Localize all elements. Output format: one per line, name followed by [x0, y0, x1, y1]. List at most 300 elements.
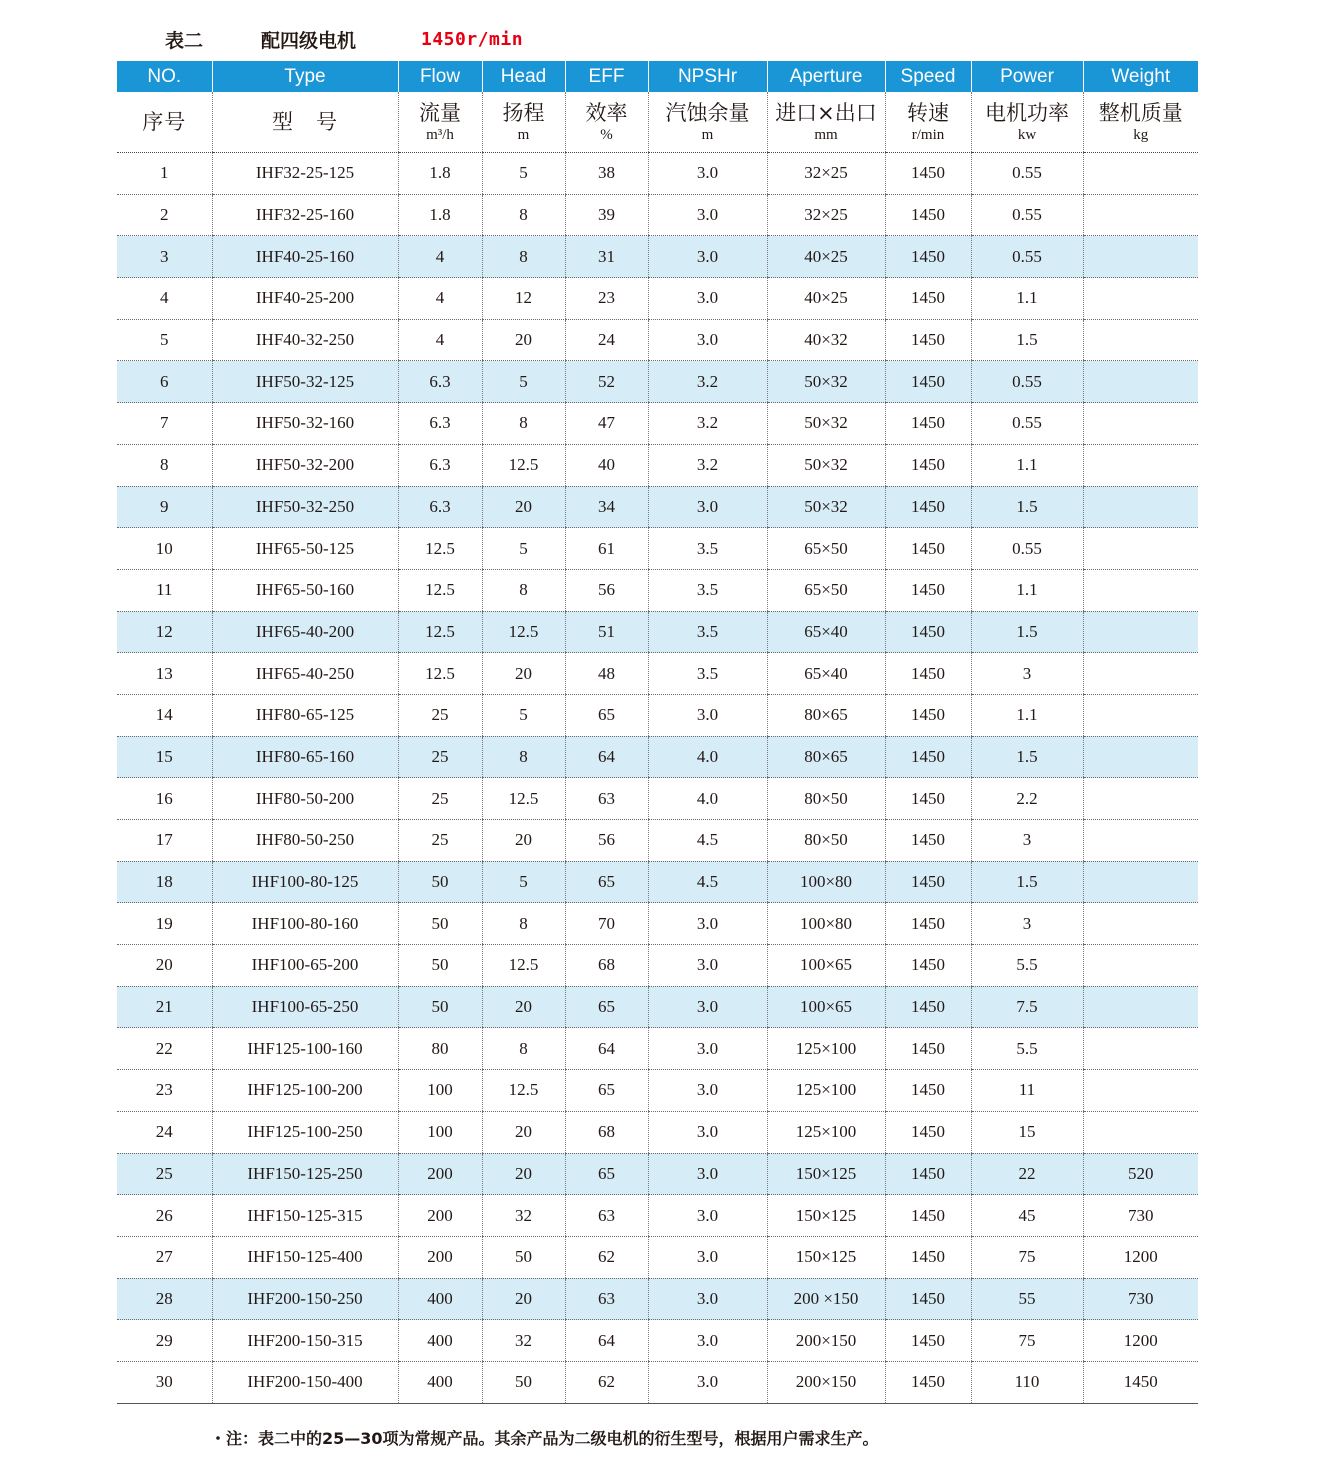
col-name-cn: 型 号 [272, 109, 338, 134]
table-cell: 3 [117, 236, 212, 278]
table-cell: 5.5 [971, 1028, 1083, 1070]
table-cell: 50 [398, 945, 482, 987]
table-cell: 200×150 [767, 1320, 885, 1362]
table-cell: 32×25 [767, 194, 885, 236]
table-cell: 50×32 [767, 361, 885, 403]
table-cell: 12.5 [482, 1070, 565, 1112]
table-cell: 12.5 [398, 569, 482, 611]
table-cell: 15 [971, 1111, 1083, 1153]
table-cell: 1450 [885, 569, 971, 611]
table-cell: 400 [398, 1361, 482, 1403]
table-row [117, 694, 1198, 736]
table-cell: 3.2 [648, 403, 767, 445]
table-cell: 1450 [885, 1236, 971, 1278]
table-cell [1083, 444, 1198, 486]
table-cell: 12.5 [398, 528, 482, 570]
table-row [117, 403, 1198, 445]
table-cell [1083, 194, 1198, 236]
table-cell: 24 [117, 1111, 212, 1153]
table-cell: 3.0 [648, 694, 767, 736]
table-cell: 1450 [885, 278, 971, 320]
table-cell: 65 [565, 694, 648, 736]
table-cell: 80×50 [767, 820, 885, 862]
table-cell: 3.5 [648, 528, 767, 570]
table-cell: 520 [1083, 1153, 1198, 1195]
table-cell: 63 [565, 1278, 648, 1320]
table-cell: 65×50 [767, 569, 885, 611]
table-cell: 47 [565, 403, 648, 445]
table-cell [1083, 986, 1198, 1028]
table-row [117, 945, 1198, 987]
table-cell: 4 [398, 278, 482, 320]
table-cell: 20 [482, 986, 565, 1028]
table-cell: 1450 [885, 694, 971, 736]
table-cell: 1.5 [971, 486, 1083, 528]
table-cell: 150×125 [767, 1153, 885, 1195]
table-cell: 80 [398, 1028, 482, 1070]
table-row [117, 653, 1198, 695]
table-row [117, 153, 1198, 195]
col-name-cn: 效率 [585, 101, 628, 125]
table-cell: 3.2 [648, 444, 767, 486]
table-cell: 14 [117, 694, 212, 736]
table-cell: 3 [971, 820, 1083, 862]
table-cell: 7 [117, 403, 212, 445]
table-cell: IHF50-32-160 [212, 403, 398, 445]
table-cell: 50 [482, 1361, 565, 1403]
table-cell: 28 [117, 1278, 212, 1320]
table-cell [1083, 1070, 1198, 1112]
table-cell: 1450 [885, 653, 971, 695]
table-row [117, 861, 1198, 903]
col-header-2: Flow [398, 61, 482, 92]
table-cell: 200×150 [767, 1361, 885, 1403]
table-cell: 12.5 [482, 778, 565, 820]
table-cell: 27 [117, 1236, 212, 1278]
table-cell [1083, 861, 1198, 903]
table-row [117, 1361, 1198, 1403]
table-cell: 11 [117, 569, 212, 611]
table-row [117, 319, 1198, 361]
table-row [117, 1111, 1198, 1153]
table-cell: 1450 [885, 1111, 971, 1153]
table-cell: 100×80 [767, 903, 885, 945]
table-cell: 23 [565, 278, 648, 320]
table-cell: 13 [117, 653, 212, 695]
table-cell: 80×65 [767, 736, 885, 778]
table-cell: 12.5 [482, 945, 565, 987]
col-unit: mm [814, 127, 838, 143]
table-cell: 150×125 [767, 1195, 885, 1237]
table-cell: IHF80-65-160 [212, 736, 398, 778]
table-cell: 50 [398, 861, 482, 903]
table-cell: 200 [398, 1195, 482, 1237]
table-cell: IHF125-100-250 [212, 1111, 398, 1153]
table-cell: 64 [565, 1320, 648, 1362]
table-cell: 38 [565, 153, 648, 195]
table-cell: 10 [117, 528, 212, 570]
table-cell: 1450 [885, 986, 971, 1028]
table-cell: 3.0 [648, 319, 767, 361]
table-cell: 25 [117, 1153, 212, 1195]
table-cell: 64 [565, 736, 648, 778]
table-cell: 1.1 [971, 569, 1083, 611]
table-cell: 3.0 [648, 1195, 767, 1237]
table-cell: 50×32 [767, 403, 885, 445]
table-cell: 1.5 [971, 861, 1083, 903]
table-cell: IHF200-150-400 [212, 1361, 398, 1403]
table-cell: 32×25 [767, 153, 885, 195]
table-cell: 5.5 [971, 945, 1083, 987]
table-cell: 34 [565, 486, 648, 528]
table-cell: IHF150-125-400 [212, 1236, 398, 1278]
header-row-chinese [117, 92, 1198, 153]
table-cell: 3.0 [648, 1320, 767, 1362]
table-cell: 1 [117, 153, 212, 195]
table-cell: 63 [565, 778, 648, 820]
table-cell: 39 [565, 194, 648, 236]
col-header-0: NO. [117, 61, 212, 92]
table-cell: 5 [117, 319, 212, 361]
table-cell: 0.55 [971, 528, 1083, 570]
table-row [117, 1278, 1198, 1320]
table-cell: 75 [971, 1236, 1083, 1278]
table-cell: 3.0 [648, 1111, 767, 1153]
table-row [117, 1320, 1198, 1362]
table-cell: 8 [117, 444, 212, 486]
table-cell: 16 [117, 778, 212, 820]
table-cell: 75 [971, 1320, 1083, 1362]
table-cell: 55 [971, 1278, 1083, 1320]
table-cell: 3.0 [648, 1070, 767, 1112]
table-cell: 3 [971, 653, 1083, 695]
table-cell: 12 [482, 278, 565, 320]
table-cell: 48 [565, 653, 648, 695]
table-cell: 3.0 [648, 986, 767, 1028]
table-cell: IHF40-25-200 [212, 278, 398, 320]
table-cell: 12 [117, 611, 212, 653]
col-unit: kg [1133, 127, 1149, 143]
table-cell: 1450 [885, 1028, 971, 1070]
table-cell: 20 [482, 820, 565, 862]
table-cell: 1.5 [971, 319, 1083, 361]
table-cell: 2.2 [971, 778, 1083, 820]
table-cell: 4.5 [648, 820, 767, 862]
table-cell [1083, 153, 1198, 195]
table-cell: 11 [971, 1070, 1083, 1112]
table-cell: 3.0 [648, 236, 767, 278]
table-cell: 1450 [885, 194, 971, 236]
table-cell: 5 [482, 694, 565, 736]
col-header-cn-3 [482, 92, 565, 153]
col-name-cn: 扬程 [502, 101, 545, 125]
table-row [117, 278, 1198, 320]
table-row [117, 569, 1198, 611]
table-cell: 1450 [885, 444, 971, 486]
col-header-cn-6 [767, 92, 885, 153]
table-cell: IHF50-32-250 [212, 486, 398, 528]
table-cell: 1.8 [398, 194, 482, 236]
table-cell: 125×100 [767, 1070, 885, 1112]
table-cell: IHF32-25-125 [212, 153, 398, 195]
col-header-cn-9 [1083, 92, 1198, 153]
table-cell: IHF80-50-200 [212, 778, 398, 820]
table-cell: 20 [117, 945, 212, 987]
table-cell: IHF65-50-125 [212, 528, 398, 570]
table-cell: 15 [117, 736, 212, 778]
col-unit: kw [1017, 127, 1037, 143]
col-unit: % [600, 127, 613, 143]
col-header-6: Aperture [767, 61, 885, 92]
col-name-cn: 电机功率 [985, 101, 1069, 125]
table-cell: IHF65-40-250 [212, 653, 398, 695]
table-cell: 68 [565, 945, 648, 987]
table-row [117, 820, 1198, 862]
table-cell: 1.5 [971, 611, 1083, 653]
col-name-cn: 转速 [907, 101, 949, 125]
table-cell: 65×50 [767, 528, 885, 570]
table-cell: 45 [971, 1195, 1083, 1237]
table-cell: 12.5 [398, 653, 482, 695]
table-cell: 1200 [1083, 1236, 1198, 1278]
table-cell: 25 [398, 778, 482, 820]
table-cell: 1450 [885, 319, 971, 361]
table-cell: 22 [117, 1028, 212, 1070]
table-cell: 65×40 [767, 653, 885, 695]
table-cell: 40 [565, 444, 648, 486]
table-cell: 70 [565, 903, 648, 945]
table-row [117, 486, 1198, 528]
table-cell: 1450 [885, 236, 971, 278]
table-cell: 3.5 [648, 569, 767, 611]
table-cell: 1200 [1083, 1320, 1198, 1362]
table-cell: IHF50-32-125 [212, 361, 398, 403]
table-cell: 12.5 [482, 444, 565, 486]
motor-speed: 1450r/min [421, 28, 524, 50]
table-cell: IHF50-32-200 [212, 444, 398, 486]
table-cell: 17 [117, 820, 212, 862]
table-cell: 125×100 [767, 1028, 885, 1070]
table-cell: 1450 [885, 861, 971, 903]
table-row [117, 1236, 1198, 1278]
table-cell: 52 [565, 361, 648, 403]
table-cell [1083, 569, 1198, 611]
table-cell: 0.55 [971, 361, 1083, 403]
table-cell [1083, 236, 1198, 278]
table-cell [1083, 778, 1198, 820]
col-name-cn: 整机质量 [1098, 101, 1183, 125]
table-cell: 1450 [885, 778, 971, 820]
table-cell: 3.0 [648, 278, 767, 320]
table-cell: 1450 [885, 736, 971, 778]
table-cell [1083, 361, 1198, 403]
table-body [117, 153, 1198, 1404]
table-cell: 56 [565, 820, 648, 862]
table-cell: 5 [482, 153, 565, 195]
table-cell: 150×125 [767, 1236, 885, 1278]
table-cell: 19 [117, 903, 212, 945]
table-cell: 3.0 [648, 486, 767, 528]
table-cell: 3.0 [648, 1028, 767, 1070]
table-cell [1083, 653, 1198, 695]
table-cell [1083, 736, 1198, 778]
table-cell: 1450 [885, 1153, 971, 1195]
table-cell: 25 [398, 820, 482, 862]
table-cell: 61 [565, 528, 648, 570]
table-cell: 8 [482, 569, 565, 611]
table-cell: 50 [398, 903, 482, 945]
table-cell: 1.5 [971, 736, 1083, 778]
table-cell: 100×65 [767, 986, 885, 1028]
table-cell: 3.0 [648, 194, 767, 236]
table-cell: 8 [482, 736, 565, 778]
table-cell: 24 [565, 319, 648, 361]
table-cell: 8 [482, 236, 565, 278]
table-cell: IHF150-125-315 [212, 1195, 398, 1237]
table-cell: 50×32 [767, 486, 885, 528]
table-cell: 3.0 [648, 153, 767, 195]
table-cell: 65 [565, 1070, 648, 1112]
col-header-cn-2 [398, 92, 482, 153]
table-cell: 1450 [885, 1070, 971, 1112]
table-cell: 21 [117, 986, 212, 1028]
table-cell: 100×80 [767, 861, 885, 903]
table-cell: 1450 [885, 945, 971, 987]
table-cell: 100×65 [767, 945, 885, 987]
table-cell: 65×40 [767, 611, 885, 653]
table-cell: 25 [398, 694, 482, 736]
table-cell: 1450 [885, 153, 971, 195]
table-cell [1083, 528, 1198, 570]
table-cell [1083, 1111, 1198, 1153]
table-cell: IHF100-65-200 [212, 945, 398, 987]
table-cell: 200 ×150 [767, 1278, 885, 1320]
table-cell: 8 [482, 903, 565, 945]
table-cell: 64 [565, 1028, 648, 1070]
table-cell: IHF80-65-125 [212, 694, 398, 736]
table-cell: 2 [117, 194, 212, 236]
col-header-4: EFF [565, 61, 648, 92]
table-cell: 1450 [885, 820, 971, 862]
table-cell: 730 [1083, 1278, 1198, 1320]
table-cell: 29 [117, 1320, 212, 1362]
table-cell: IHF125-100-200 [212, 1070, 398, 1112]
table-cell: 7.5 [971, 986, 1083, 1028]
table-row [117, 444, 1198, 486]
col-header-cn-7 [885, 92, 971, 153]
table-cell: 4 [398, 319, 482, 361]
table-cell [1083, 945, 1198, 987]
col-header-9: Weight [1083, 61, 1198, 92]
table-cell: 1450 [885, 1320, 971, 1362]
table-cell: 200 [398, 1236, 482, 1278]
table-cell: 20 [482, 653, 565, 695]
table-cell: IHF125-100-160 [212, 1028, 398, 1070]
table-cell: 6 [117, 361, 212, 403]
table-cell: 12.5 [482, 611, 565, 653]
table-cell: IHF40-32-250 [212, 319, 398, 361]
table-row [117, 903, 1198, 945]
col-name-cn: 序号 [142, 109, 187, 134]
table-cell: 1450 [885, 903, 971, 945]
table-cell: 3.0 [648, 1236, 767, 1278]
table-cell: 8 [482, 403, 565, 445]
table-cell [1083, 486, 1198, 528]
table-cell: 32 [482, 1320, 565, 1362]
table-cell [1083, 403, 1198, 445]
col-unit: r/min [911, 127, 945, 143]
table-cell: IHF80-50-250 [212, 820, 398, 862]
table-cell: 110 [971, 1361, 1083, 1403]
table-cell: 0.55 [971, 236, 1083, 278]
table-cell: 26 [117, 1195, 212, 1237]
table-row [117, 361, 1198, 403]
table-cell: 1450 [885, 486, 971, 528]
table-cell [1083, 611, 1198, 653]
table-cell: 80×50 [767, 778, 885, 820]
table-cell: 1450 [885, 611, 971, 653]
table-cell: 65 [565, 861, 648, 903]
table-cell: 1.1 [971, 694, 1083, 736]
col-header-3: Head [482, 61, 565, 92]
table-cell: 200 [398, 1153, 482, 1195]
col-name-cn: 汽蚀余量 [665, 101, 750, 125]
table-cell: 5 [482, 361, 565, 403]
table-cell [1083, 1028, 1198, 1070]
table-cell [1083, 694, 1198, 736]
table-cell: 1.1 [971, 444, 1083, 486]
footnote: ・注：表二中的25—30项为常规产品。其余产品为二级电机的衍生型号，根据用户需求生产。 [210, 1429, 879, 1448]
table-cell: 8 [482, 194, 565, 236]
col-header-1: Type [212, 61, 398, 92]
table-cell: 20 [482, 1111, 565, 1153]
table-cell: 62 [565, 1236, 648, 1278]
table-row [117, 528, 1198, 570]
col-header-cn-5 [648, 92, 767, 153]
table-cell: 23 [117, 1070, 212, 1112]
table-cell: 4 [398, 236, 482, 278]
table-cell: 3.2 [648, 361, 767, 403]
table-cell: 0.55 [971, 153, 1083, 195]
table-cell: 25 [398, 736, 482, 778]
table-cell: 63 [565, 1195, 648, 1237]
table-row [117, 1070, 1198, 1112]
col-unit: m [701, 127, 714, 143]
col-header-cn-0 [117, 92, 212, 153]
table-cell: IHF40-25-160 [212, 236, 398, 278]
table-cell: 400 [398, 1278, 482, 1320]
col-header-cn-8 [971, 92, 1083, 153]
table-row [117, 778, 1198, 820]
table-cell: 80×65 [767, 694, 885, 736]
table-cell [1083, 278, 1198, 320]
table-cell: 3 [971, 903, 1083, 945]
table-cell: 8 [482, 1028, 565, 1070]
table-cell: 1450 [1083, 1361, 1198, 1403]
table-cell: 62 [565, 1361, 648, 1403]
table-cell: IHF200-150-250 [212, 1278, 398, 1320]
pump-spec-table [117, 61, 1198, 1404]
table-cell: 3.0 [648, 945, 767, 987]
table-cell: 20 [482, 1153, 565, 1195]
table-cell: 0.55 [971, 403, 1083, 445]
col-header-8: Power [971, 61, 1083, 92]
table-cell: 1450 [885, 1361, 971, 1403]
table-row [117, 194, 1198, 236]
table-cell: 3.0 [648, 1361, 767, 1403]
col-name-cn: 进口×出口 [775, 101, 877, 125]
table-cell: 1450 [885, 403, 971, 445]
